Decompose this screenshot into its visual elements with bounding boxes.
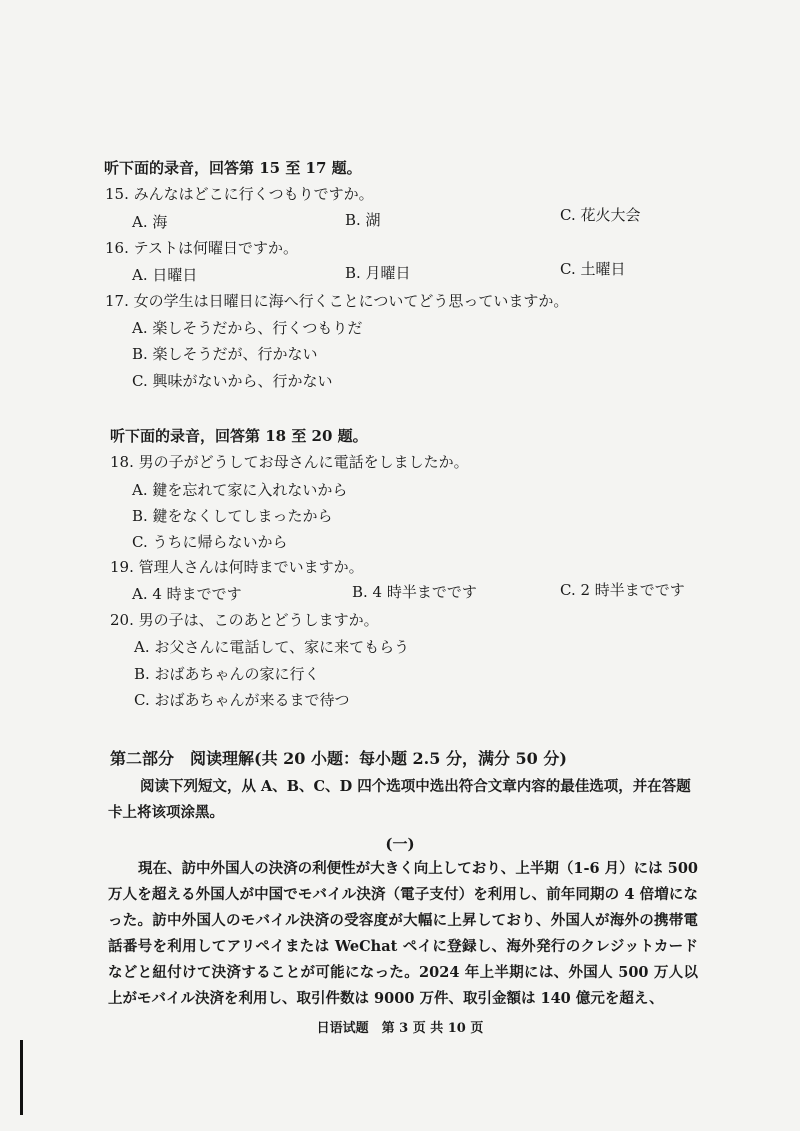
q16-option-b: B. 月曜日 xyxy=(345,264,411,282)
q17-option-c: C. 興味がないから、行かない xyxy=(132,372,333,390)
reading-instruction: 阅读下列短文，从 A、B、C、D 四个选项中选出符合文章内容的最佳选项，并在答题卡上将该项涂黑。 xyxy=(108,778,691,821)
listening-intro-15-17: 听下面的录音，回答第 15 至 17 题。 xyxy=(104,159,362,177)
page-footer: 日语试题 第 3 页 共 10 页 xyxy=(316,1021,484,1036)
q19-option-a: A. 4 時までです xyxy=(132,585,242,603)
q17-option-a: A. 楽しそうだから、行くつもりだ xyxy=(132,319,363,337)
q18-option-a: A. 鍵を忘れて家に入れないから xyxy=(132,481,348,499)
bleed-through-text xyxy=(420,170,433,189)
q18-option-c: C. うちに帰らないから xyxy=(132,533,288,551)
q15-option-c: C. 花火大会 xyxy=(560,206,641,224)
q16-option-a: A. 日曜日 xyxy=(132,266,198,284)
q15-option-b: B. 湖 xyxy=(345,211,381,229)
q15-option-a: A. 海 xyxy=(132,213,168,231)
passage-heading: (一) xyxy=(385,835,415,853)
scan-edge-mark xyxy=(20,1040,23,1115)
question-16: 16. テストは何曜日ですか。 xyxy=(105,239,299,257)
q17-option-b: B. 楽しそうだが、行かない xyxy=(132,345,318,363)
q19-option-c: C. 2 時半までです xyxy=(560,581,685,599)
question-18: 18. 男の子がどうしてお母さんに電話をしましたか。 xyxy=(110,453,469,471)
reading-section-title: 第二部分 阅读理解(共 20 小题：每小题 2.5 分，满分 50 分) xyxy=(110,749,567,768)
question-15: 15. みんなはどこに行くつもりですか。 xyxy=(105,185,374,203)
q20-option-a: A. お父さんに電話して、家に来てもらう xyxy=(134,638,410,656)
q19-option-b: B. 4 時半までです xyxy=(352,583,477,601)
question-20: 20. 男の子は、このあとどうしますか。 xyxy=(110,611,379,629)
q16-option-c: C. 土曜日 xyxy=(560,260,626,278)
q20-option-b: B. おばあちゃんの家に行く xyxy=(134,665,320,683)
passage-text: 現在、訪中外国人の決済の利便性が大きく向上しており、上半期（1-6 月）には 500 万人を超える外国人が中国でモバイル決済（電子支付）を利用し、前年同期の 4 倍増になった。訪中外国人のモバイル決済の受容度が大幅に上昇しており、外国人が海外の携帯電話番号を利用してアリペイまたは WeChat ペイに登録し、海外発行のクレジットカードなどと紐付けて決済することが可能になった。2024 年上半期には、外国人 500 万人以上がモバイル決済を利用し、取引件数は 9000 万件、取引金額は 140 億元を超え、 xyxy=(108,860,698,1007)
listening-intro-18-20: 听下面的录音，回答第 18 至 20 题。 xyxy=(110,427,368,445)
q20-option-c: C. おばあちゃんが来るまで待つ xyxy=(134,691,350,709)
q18-option-b: B. 鍵をなくしてしまったから xyxy=(132,507,333,525)
question-19: 19. 管理人さんは何時までいますか。 xyxy=(110,558,364,576)
question-17: 17. 女の学生は日曜日に海へ行くことについてどう思っていますか。 xyxy=(105,292,569,310)
